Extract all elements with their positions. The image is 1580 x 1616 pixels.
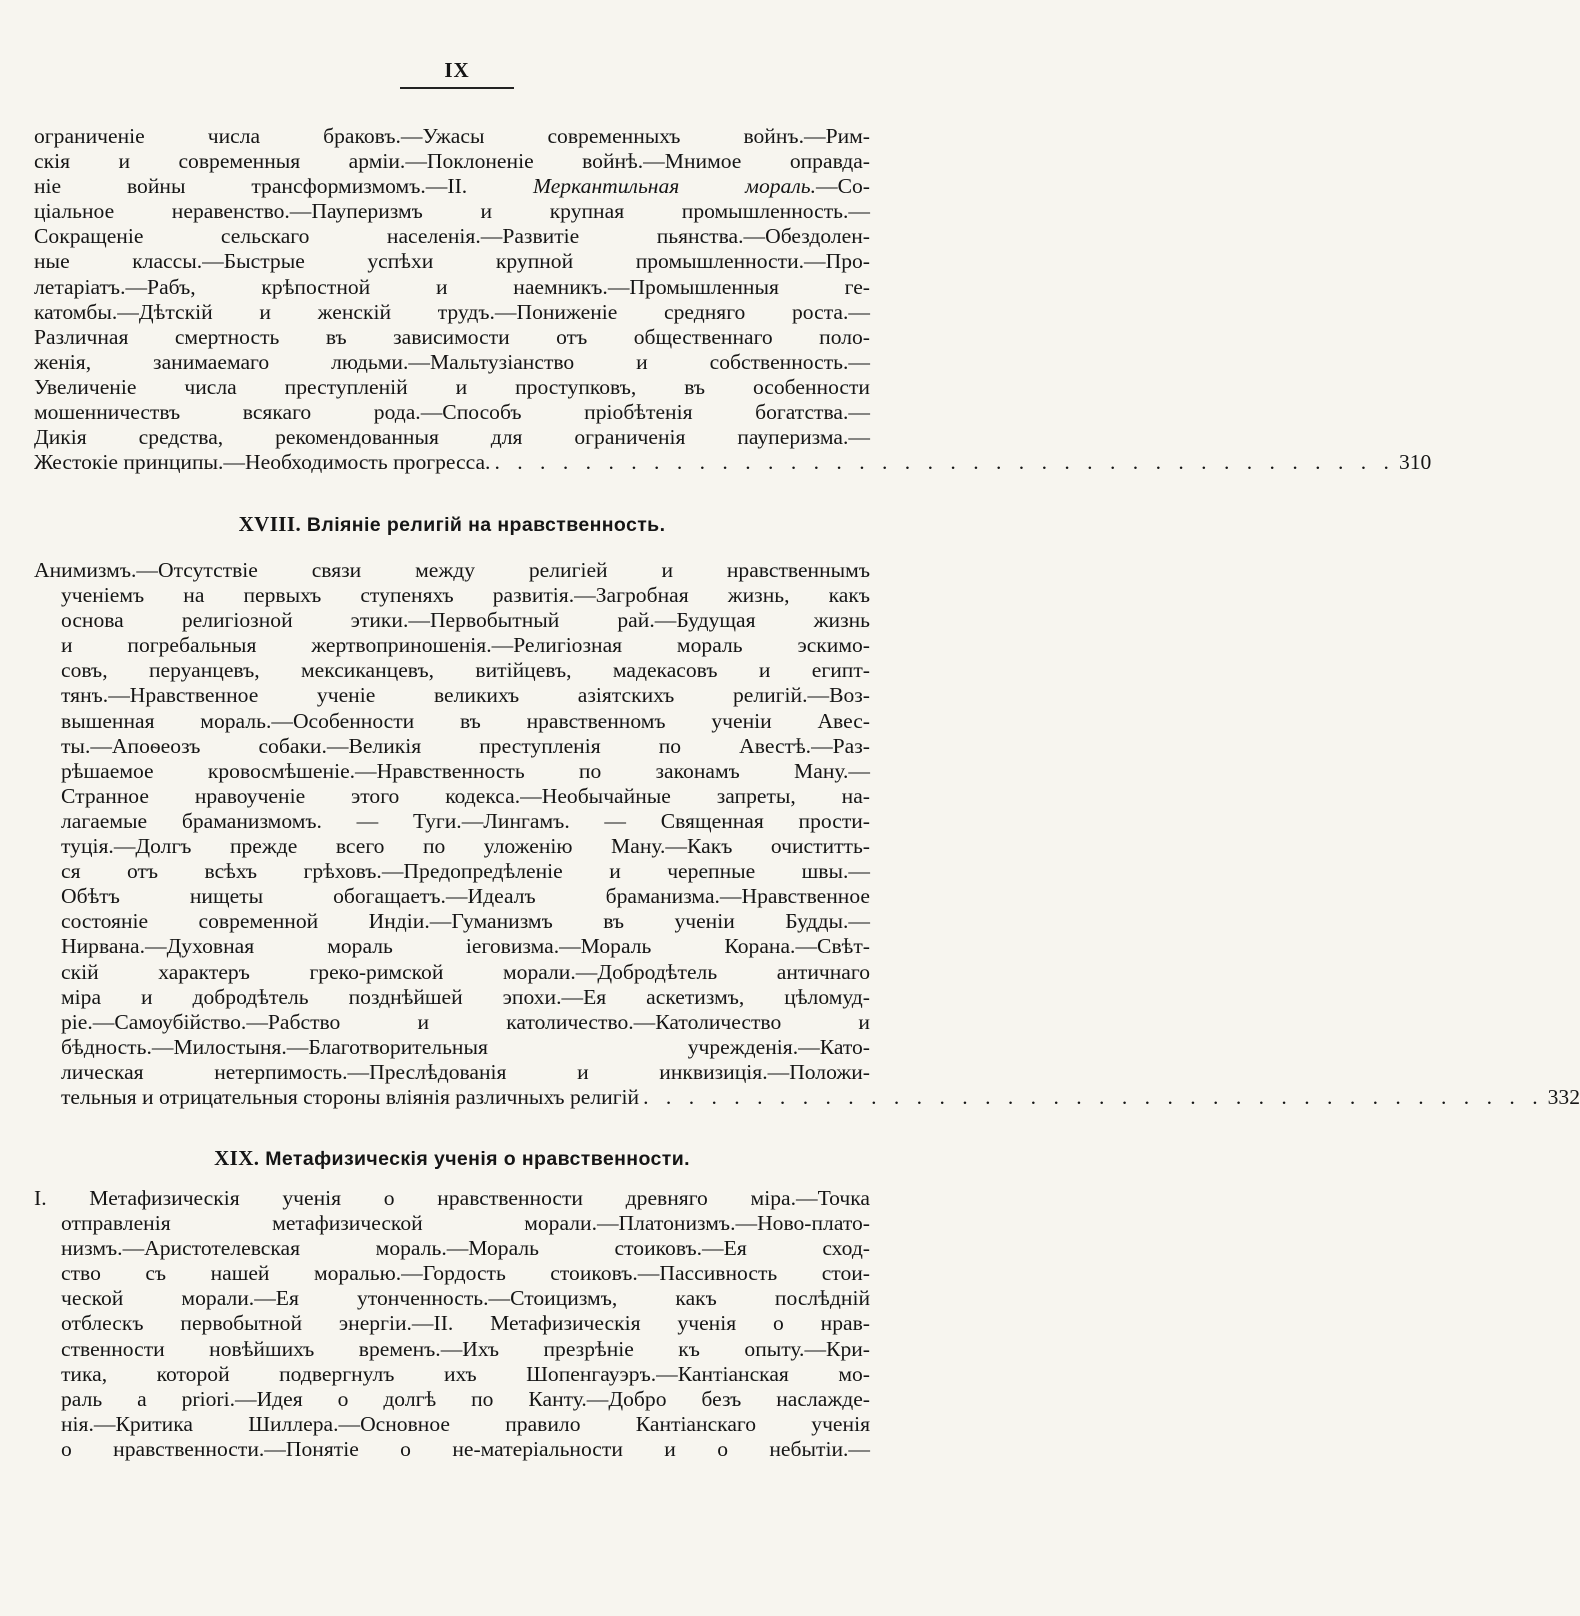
chapter-heading-18 (34, 512, 870, 537)
text-line: скій характеръ греко-римской морали.—Добродѣтель античнаго (61, 959, 870, 984)
toc-entry-with-page (34, 450, 1432, 475)
text-line: ріе.—Самоубійство.—Рабство и католичество.—Католичество и (61, 1009, 870, 1034)
text-line: Странное нравоученіе этого кодекса.—Необычайные запреты, на- (61, 783, 870, 808)
text-line: совъ, перуанцевъ, мексиканцевъ, витійцевъ, мадекасовъ и египт- (61, 658, 870, 683)
text-block-chapter-19 (34, 1186, 870, 1462)
text-line: низмъ.—Аристотелевская мораль.—Мораль стоиковъ.—Ея сход- (61, 1236, 870, 1261)
text-line: туція.—Долгъ прежде всего по уложенію Ману.—Какъ очиститть- (61, 834, 870, 859)
text-line: Нирвана.—Духовная мораль іеговизма.—Мораль Корана.—Свѣт- (61, 934, 870, 959)
text-line: лическая нетерпимость.—Преслѣдованія и инквизиція.—Положи- (61, 1059, 870, 1084)
text-line: міра и добродѣтель позднѣйшей эпохи.—Ея аскетизмъ, цѣломуд- (61, 984, 870, 1009)
dot-leader: . . . . . . . . . . . . . . . . . . . . . . . . . . . . . . . . . . . . . . . . (494, 450, 1395, 475)
chapter-number-18: XVIII. (238, 512, 302, 536)
text-line: отправленія метафизической морали.—Платонизмъ.—Ново-плато- (61, 1211, 870, 1236)
text-block-chapter-17-continued (34, 124, 1432, 475)
chapter-number-19: XIX. (214, 1146, 260, 1170)
text-line: ученіемъ на первыхъ ступеняхъ развитія.—Загробная жизнь, какъ (61, 583, 870, 608)
text-line: летаріатъ.—Рабъ, крѣпостной и наемникъ.—Промышленныя ге- (34, 274, 870, 299)
text-line: отблескъ первобытной энергіи.—II. Метафизическія ученія о нрав- (61, 1311, 870, 1336)
text-line: ты.—Апоѳеозъ собаки.—Великія преступленія по Авестѣ.—Раз- (61, 733, 870, 758)
text-line: ціальное неравенство.—Пауперизмъ и крупная промышленность.— (34, 199, 870, 224)
text-line: I. Метафизическія ученія о нравственности древняго міра.—Точка (34, 1186, 870, 1210)
text-line: ческой морали.—Ея утонченность.—Стоицизмъ, какъ послѣдній (61, 1286, 870, 1311)
toc-entry-text: Жестокіе принципы.—Необходимость прогресса. (34, 450, 491, 475)
text-line: ніе войны трансформизмомъ.—II. Меркантильная мораль.—Со- (34, 174, 870, 199)
text-line: основа религіозной этики.—Первобытный рай.—Будущая жизнь (61, 608, 870, 633)
page-number: IX (400, 58, 514, 89)
text-line: Дикія средства, рекомендованныя для ограниченія пауперизма.— (34, 425, 870, 450)
italic-subtitle: Меркантильная мораль. (533, 174, 816, 199)
text-line: Увеличеніе числа преступленій и проступковъ, въ особенности (34, 374, 870, 399)
chapter-title-18: Вліяніе религій на нравственность. (306, 514, 666, 536)
text-line: мошенничествъ всякаго рода.—Способъ пріобѣтенія богатства.— (34, 400, 870, 425)
text-line: скія и современныя арміи.—Поклоненіе войнѣ.—Мнимое оправда- (34, 149, 870, 174)
text-line: раль a priori.—Идея о долгѣ по Канту.—Добро безъ наслажде- (61, 1386, 870, 1411)
chapter-title-19: Метафизическія ученія о нравственности. (265, 1148, 690, 1170)
toc-page-number: 310 (1398, 450, 1432, 475)
text-line: нія.—Критика Шиллера.—Основное правило Кантіанскаго ученія (61, 1411, 870, 1436)
text-line: бѣдность.—Милостыня.—Благотворительныя учрежденія.—Като- (61, 1034, 870, 1059)
text-block-chapter-18 (34, 558, 1580, 1110)
toc-entry-text: тельныя и отрицательныя стороны вліянія различныхъ религій (61, 1084, 640, 1109)
text-line: Анимизмъ.—Отсутствіе связи между религіей и нравственнымъ (34, 558, 870, 582)
text-line: и погребальныя жертвоприношенія.—Религіозная мораль эскимо- (61, 633, 870, 658)
text-line: Различная смертность въ зависимости отъ общественнаго поло- (34, 324, 870, 349)
toc-entry-with-page (34, 1084, 1580, 1110)
text-line: состояніе современной Индіи.—Гуманизмъ въ ученіи Будды.— (61, 909, 870, 934)
text-line: вышенная мораль.—Особенности въ нравственномъ ученіи Авес- (61, 708, 870, 733)
text-line: ограниченіе числа браковъ.—Ужасы современныхъ войнъ.—Рим- (34, 124, 870, 148)
toc-page-number: 332 (1547, 1084, 1580, 1109)
text-line: ся отъ всѣхъ грѣховъ.—Предопредѣленіе и черепные швы.— (61, 859, 870, 884)
text-line: ные классы.—Быстрые успѣхи крупной промышленности.—Про- (34, 249, 870, 274)
text-line: Сокращеніе сельскаго населенія.—Развитіе пьянства.—Обездолен- (34, 224, 870, 249)
text-line: о нравственности.—Понятіе о не-матеріальности и о небытіи.— (61, 1436, 870, 1461)
text-line: ство съ нашей моралью.—Гордость стоиковъ.—Пассивность стои- (61, 1261, 870, 1286)
text-line: ственности новѣйшихъ временъ.—Ихъ презрѣніе къ опыту.—Кри- (61, 1336, 870, 1361)
chapter-heading-19 (34, 1146, 870, 1171)
text-line: Обѣтъ нищеты обогащаетъ.—Идеалъ браманизма.—Нравственное (61, 884, 870, 909)
text-line: женія, занимаемаго людьми.—Мальтузіанство и собственность.— (34, 349, 870, 374)
text-line: тянъ.—Нравственное ученіе великихъ азіятскихъ религій.—Воз- (61, 683, 870, 708)
text-line: тика, которой подвергнулъ ихъ Шопенгауэръ.—Кантіанская мо- (61, 1361, 870, 1386)
text-line: лагаемые браманизмомъ. — Туги.—Лингамъ. — Священная прости- (61, 808, 870, 833)
text-line: рѣшаемое кровосмѣшеніе.—Нравственность по законамъ Ману.— (61, 758, 870, 783)
text-line: катомбы.—Дѣтскій и женскій трудъ.—Пониженіе средняго роста.— (34, 299, 870, 324)
dot-leader: . . . . . . . . . . . . . . . . . . . . . . . . . . . . . . . . . . . . . . . . (643, 1084, 1544, 1109)
